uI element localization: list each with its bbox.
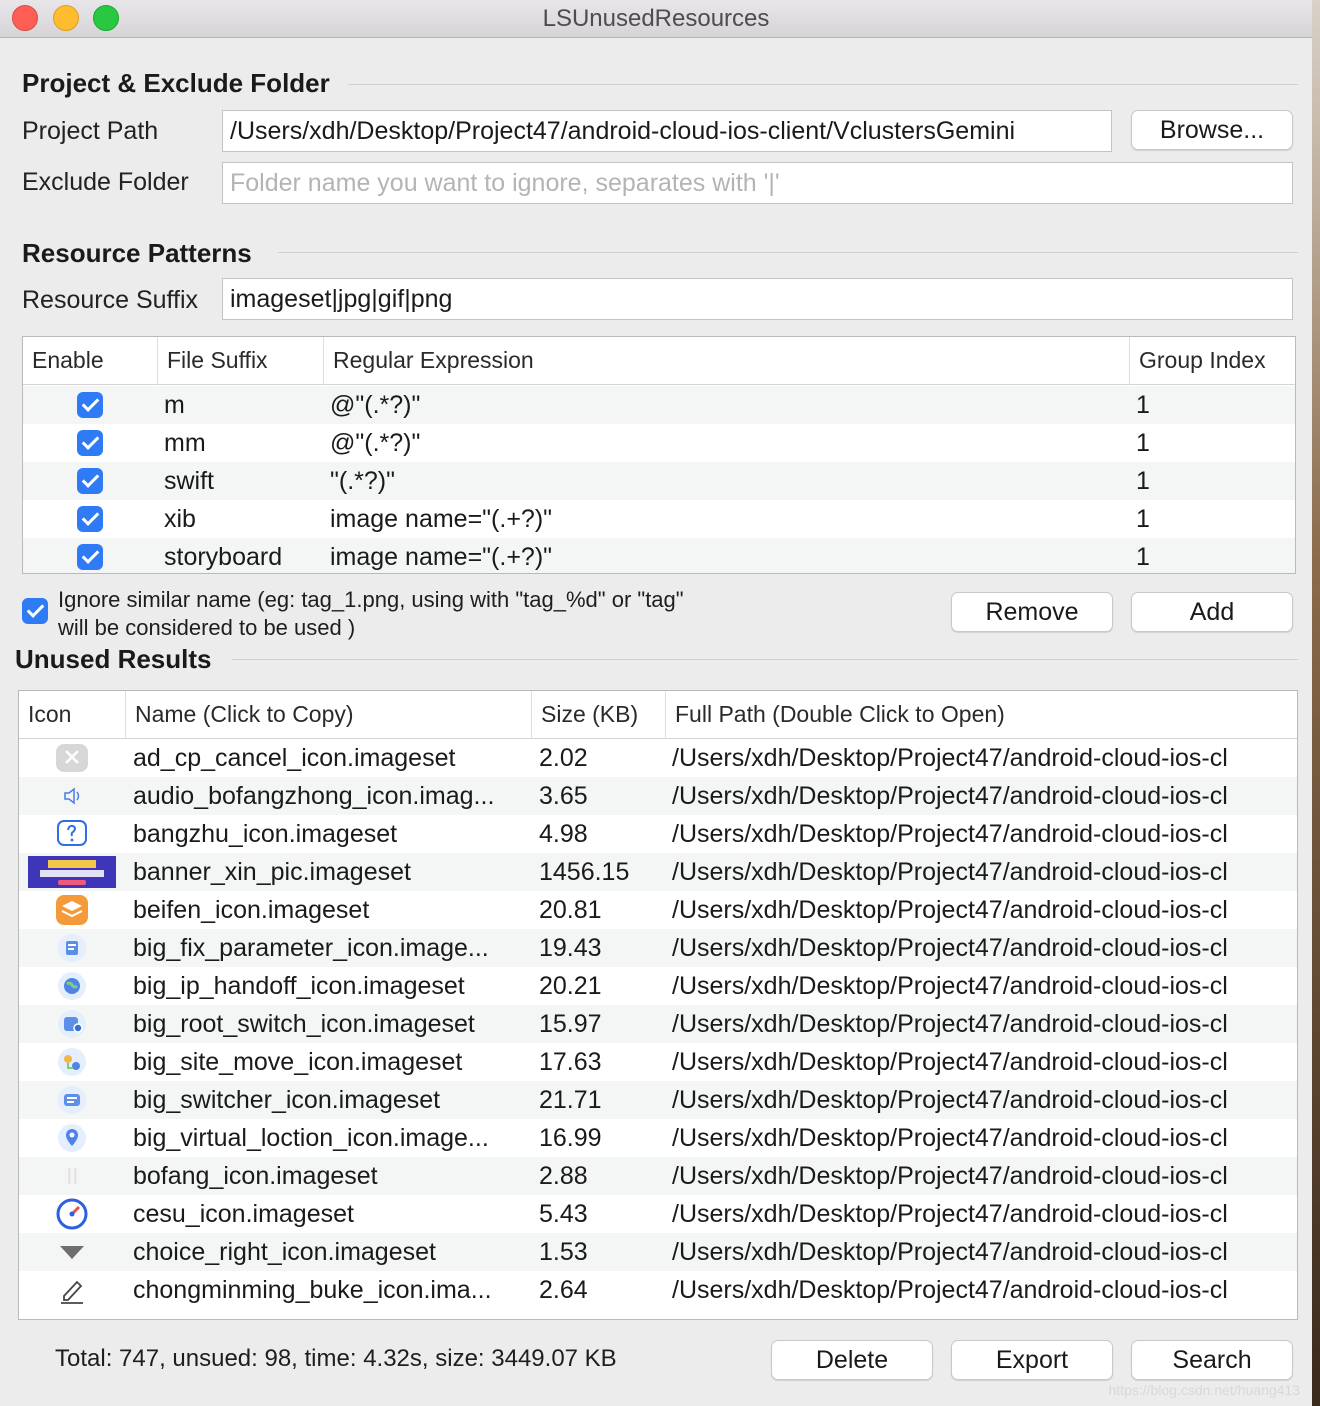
globe-icon	[55, 970, 89, 1002]
window-title: LSUnusedResources	[542, 5, 770, 32]
pattern-regex[interactable]: image name="(.+?)"	[330, 543, 553, 571]
ignore-similar-line-2: will be considered to be used )	[58, 615, 356, 640]
ignore-similar-checkbox[interactable]	[22, 598, 48, 624]
result-full-path[interactable]: /Users/xdh/Desktop/Project47/android-cloud-ios-cl	[672, 934, 1228, 962]
result-name[interactable]: big_ip_handoff_icon.imageset	[133, 972, 465, 1000]
title-bar[interactable]	[0, 0, 1312, 38]
fix-parameter-icon	[55, 932, 89, 964]
browse-button[interactable]: Browse...	[1131, 110, 1293, 150]
pattern-row[interactable]	[23, 424, 1295, 462]
pattern-group-index[interactable]: 1	[1136, 467, 1150, 495]
result-row[interactable]	[19, 891, 1297, 929]
result-size: 1456.15	[539, 858, 630, 886]
project-section-title: Project & Exclude Folder	[22, 68, 330, 98]
ignore-similar-label	[58, 586, 758, 642]
column-header-group-index[interactable]: Group Index	[1129, 337, 1296, 385]
pattern-group-index[interactable]: 1	[1136, 391, 1150, 419]
result-full-path[interactable]: /Users/xdh/Desktop/Project47/android-cloud-ios-cl	[672, 858, 1228, 886]
column-header-file-suffix[interactable]: File Suffix	[157, 337, 323, 385]
result-name[interactable]: banner_xin_pic.imageset	[133, 858, 411, 886]
search-button[interactable]: Search	[1131, 1340, 1293, 1380]
result-name[interactable]: big_root_switch_icon.imageset	[133, 1010, 475, 1038]
result-full-path[interactable]: /Users/xdh/Desktop/Project47/android-cloud-ios-cl	[672, 1086, 1228, 1114]
result-size: 20.21	[539, 972, 602, 1000]
result-row[interactable]	[19, 1119, 1297, 1157]
status-summary: Total: 747, unsued: 98, time: 4.32s, size: 3449.07 KB	[55, 1345, 617, 1372]
result-name[interactable]: big_site_move_icon.imageset	[133, 1048, 463, 1076]
section-divider	[232, 659, 1298, 660]
result-row[interactable]	[19, 739, 1297, 777]
result-row[interactable]	[19, 1081, 1297, 1119]
result-name[interactable]: cesu_icon.imageset	[133, 1200, 354, 1228]
pause-icon	[55, 1160, 89, 1192]
pattern-group-index[interactable]: 1	[1136, 429, 1150, 457]
results-section-title: Unused Results	[15, 644, 212, 674]
exclude-folder-input[interactable]: Folder name you want to ignore, separates with '|'	[222, 162, 1293, 204]
result-name[interactable]: audio_bofangzhong_icon.imag...	[133, 782, 495, 810]
result-row[interactable]	[19, 815, 1297, 853]
pattern-suffix[interactable]: swift	[164, 467, 214, 495]
pattern-suffix[interactable]: m	[164, 391, 185, 419]
section-divider	[278, 252, 1298, 253]
result-name[interactable]: bofang_icon.imageset	[133, 1162, 378, 1190]
result-full-path[interactable]: /Users/xdh/Desktop/Project47/android-cloud-ios-cl	[672, 782, 1228, 810]
result-size: 4.98	[539, 820, 588, 848]
pattern-group-index[interactable]: 1	[1136, 543, 1150, 571]
result-size: 2.88	[539, 1162, 588, 1190]
result-row[interactable]	[19, 1005, 1297, 1043]
pattern-group-index[interactable]: 1	[1136, 505, 1150, 533]
result-row[interactable]	[19, 929, 1297, 967]
result-name[interactable]: big_switcher_icon.imageset	[133, 1086, 441, 1114]
result-name[interactable]: big_fix_parameter_icon.image...	[133, 934, 489, 962]
result-full-path[interactable]: /Users/xdh/Desktop/Project47/android-cloud-ios-cl	[672, 972, 1228, 1000]
ignore-similar-line-1: Ignore similar name (eg: tag_1.png, using with "tag_%d" or "tag"	[58, 587, 684, 612]
result-size: 15.97	[539, 1010, 602, 1038]
pattern-regex[interactable]: image name="(.+?)"	[330, 505, 553, 533]
column-header-enable[interactable]: Enable	[32, 347, 104, 373]
result-row[interactable]	[19, 1157, 1297, 1195]
result-size: 16.99	[539, 1124, 602, 1152]
column-header-size[interactable]: Size (KB)	[531, 691, 665, 739]
result-row[interactable]	[19, 853, 1297, 891]
speaker-icon	[55, 780, 89, 812]
desktop-background	[1312, 0, 1320, 1406]
pattern-suffix[interactable]: xib	[164, 505, 196, 533]
result-full-path[interactable]: /Users/xdh/Desktop/Project47/android-cloud-ios-cl	[672, 1200, 1228, 1228]
pattern-regex[interactable]: @"(.*?)"	[330, 429, 421, 457]
result-name[interactable]: choice_right_icon.imageset	[133, 1238, 436, 1266]
watermark: https://blog.csdn.net/huang413	[1108, 1382, 1300, 1398]
column-header-full-path[interactable]: Full Path (Double Click to Open)	[665, 691, 1298, 739]
help-question-icon	[55, 818, 89, 850]
result-size: 2.64	[539, 1276, 588, 1304]
result-name[interactable]: ad_cp_cancel_icon.imageset	[133, 744, 456, 772]
result-full-path[interactable]: /Users/xdh/Desktop/Project47/android-cloud-ios-cl	[672, 1162, 1228, 1190]
project-path-input[interactable]: /Users/xdh/Desktop/Project47/android-cloud-ios-client/VclustersGemini	[222, 110, 1112, 152]
results-table-header	[19, 691, 1297, 739]
project-path-label: Project Path	[22, 117, 159, 145]
patterns-table-header	[23, 337, 1295, 385]
result-row[interactable]	[19, 967, 1297, 1005]
pattern-enable-checkbox[interactable]	[77, 468, 103, 494]
pattern-suffix[interactable]: mm	[164, 429, 206, 457]
pattern-enable-checkbox[interactable]	[77, 544, 103, 570]
result-full-path[interactable]: /Users/xdh/Desktop/Project47/android-cloud-ios-cl	[672, 1010, 1228, 1038]
result-size: 19.43	[539, 934, 602, 962]
site-move-icon	[55, 1046, 89, 1078]
result-size: 1.53	[539, 1238, 588, 1266]
speedometer-icon	[55, 1198, 89, 1230]
delete-button[interactable]: Delete	[771, 1340, 933, 1380]
pattern-row[interactable]	[23, 386, 1295, 424]
pattern-enable-checkbox[interactable]	[77, 430, 103, 456]
result-row[interactable]	[19, 1233, 1297, 1271]
add-button[interactable]: Add	[1131, 592, 1293, 632]
exclude-folder-label: Exclude Folder	[22, 168, 189, 196]
results-table[interactable]	[18, 690, 1298, 1320]
pattern-row[interactable]	[23, 538, 1295, 574]
close-x-icon	[55, 742, 89, 774]
location-pin-icon	[55, 1122, 89, 1154]
result-full-path[interactable]: /Users/xdh/Desktop/Project47/android-cloud-ios-cl	[672, 744, 1228, 772]
switcher-icon	[55, 1084, 89, 1116]
result-name[interactable]: big_virtual_loction_icon.image...	[133, 1124, 489, 1152]
result-full-path[interactable]: /Users/xdh/Desktop/Project47/android-cloud-ios-cl	[672, 1276, 1228, 1304]
pattern-enable-checkbox[interactable]	[77, 506, 103, 532]
resource-suffix-label: Resource Suffix	[22, 286, 199, 314]
export-button[interactable]: Export	[951, 1340, 1113, 1380]
result-name[interactable]: bangzhu_icon.imageset	[133, 820, 398, 848]
result-size: 5.43	[539, 1200, 588, 1228]
result-size: 2.02	[539, 744, 588, 772]
result-full-path[interactable]: /Users/xdh/Desktop/Project47/android-cloud-ios-cl	[672, 1238, 1228, 1266]
result-full-path[interactable]: /Users/xdh/Desktop/Project47/android-cloud-ios-cl	[672, 820, 1228, 848]
pattern-enable-checkbox[interactable]	[77, 392, 103, 418]
result-size: 21.71	[539, 1086, 602, 1114]
result-row[interactable]	[19, 777, 1297, 815]
result-name[interactable]: chongminming_buke_icon.ima...	[133, 1276, 492, 1304]
result-size: 20.81	[539, 896, 602, 924]
pattern-row[interactable]	[23, 462, 1295, 500]
result-size: 17.63	[539, 1048, 602, 1076]
pattern-regex[interactable]: @"(.*?)"	[330, 391, 421, 419]
column-header-regex[interactable]: Regular Expression	[323, 337, 1129, 385]
remove-button[interactable]: Remove	[951, 592, 1113, 632]
section-divider	[348, 84, 1298, 85]
resource-suffix-input[interactable]: imageset|jpg|gif|png	[222, 278, 1293, 320]
result-row[interactable]	[19, 1195, 1297, 1233]
pattern-row[interactable]	[23, 500, 1295, 538]
triangle-down-icon	[55, 1236, 89, 1268]
result-size: 3.65	[539, 782, 588, 810]
result-row[interactable]	[19, 1271, 1297, 1309]
result-name[interactable]: beifen_icon.imageset	[133, 896, 370, 924]
result-full-path[interactable]: /Users/xdh/Desktop/Project47/android-cloud-ios-cl	[672, 896, 1228, 924]
column-header-icon[interactable]: Icon	[28, 701, 72, 727]
column-header-name[interactable]: Name (Click to Copy)	[125, 691, 531, 739]
pattern-suffix[interactable]: storyboard	[164, 543, 283, 571]
result-full-path[interactable]: /Users/xdh/Desktop/Project47/android-cloud-ios-cl	[672, 1124, 1228, 1152]
patterns-table[interactable]	[22, 336, 1296, 574]
banner-image-icon	[28, 856, 116, 888]
patterns-section-title: Resource Patterns	[22, 238, 252, 268]
result-row[interactable]	[19, 1043, 1297, 1081]
root-switch-icon	[55, 1008, 89, 1040]
pencil-icon	[55, 1274, 89, 1306]
layers-icon	[55, 894, 89, 926]
result-full-path[interactable]: /Users/xdh/Desktop/Project47/android-cloud-ios-cl	[672, 1048, 1228, 1076]
pattern-regex[interactable]: "(.*?)"	[330, 467, 395, 495]
